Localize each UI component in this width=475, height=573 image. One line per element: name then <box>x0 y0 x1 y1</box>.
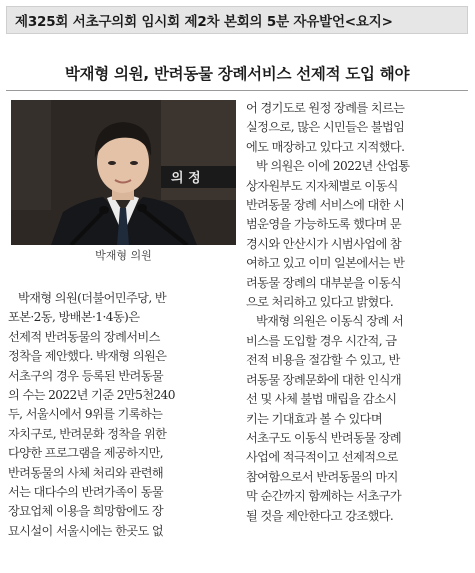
article-text-line: 의 수는 2022년 기준 2만5천240 <box>8 388 175 403</box>
article-text-line: 선 및 사체 불법 매립을 감소시 <box>246 392 397 407</box>
article-text-line: 박재형 의원은 이동식 장례 서 <box>256 314 404 329</box>
article-text-line: 려동물 장례문화에 대한 인식개 <box>246 372 402 387</box>
article-text-line: 사업에 적극적이고 선제적으로 <box>246 450 398 465</box>
header-bar <box>6 6 468 34</box>
article-text-line: 두, 서울시에서 9위를 기록하는 <box>8 407 163 422</box>
article-text-line: 상자원부도 지자체별로 이동식 <box>246 178 398 193</box>
article-text-line: 서는 대다수의 반려가족이 동물 <box>8 485 164 500</box>
article-text-line: 어 경기도로 원정 장례를 치르는 <box>246 101 405 115</box>
article-text-line: 반려동물 장례 서비스에 대한 시 <box>246 198 405 213</box>
article-text-line: 포본·2동, 방배본·1·4동)은 <box>8 310 140 325</box>
portrait-illustration <box>11 100 236 245</box>
article-text-line: 선제적 반려동물의 장례서비스 <box>8 329 160 344</box>
article-text-line: 자치구로, 반려문화 정착을 위한 <box>8 426 167 441</box>
article-text-line: 될 것을 제안한다고 강조했다. <box>246 508 394 523</box>
article-text-line: 서초구도 이동식 반려동물 장례 <box>246 430 402 445</box>
article-left-column <box>8 289 240 541</box>
article-text-line: 으로 처리하고 있다고 밝혔다. <box>246 295 394 310</box>
article-text-line: 키는 기대효과 볼 수 있다며 <box>246 411 383 426</box>
article-text-line: 박 의원은 이에 2022년 산업통 <box>256 159 410 174</box>
article-text-line: 범운영을 가능하도록 했다며 문 <box>246 217 402 232</box>
article-text-line: 막 순간까지 함께하는 서초구가 <box>246 489 402 504</box>
article-text-line: 다양한 프로그램을 제공하지만, <box>8 446 164 461</box>
councilor-photo <box>11 100 236 245</box>
article-text-line: 에도 매장하고 있다고 지적했다. <box>246 139 405 154</box>
article-text-line: 묘시설이 서울시에는 한곳도 없 <box>8 523 164 538</box>
article-right-column <box>246 99 470 526</box>
article-text-line: 전적 비용을 절감할 수 있고, 반 <box>246 353 400 368</box>
article-text-line: 서초구의 경우 등록된 반려동물 <box>8 368 164 383</box>
header-title: 제325회 서초구의회 임시회 제2차 본회의 5분 자유발언<요지> <box>15 14 393 30</box>
article-text-line: 반려동물의 사체 처리와 관련해 <box>8 465 164 480</box>
article-text-line: 박재형 의원(더불어민주당, 반 <box>18 291 167 305</box>
article-text-line: 려동물 장례의 대부분을 이동식 <box>246 275 402 290</box>
nameplate-text: 의 정 <box>171 171 201 186</box>
article-text-line: 경시와 안산시가 시범사업에 참 <box>246 236 402 251</box>
headline-divider <box>6 90 468 91</box>
article-text-line: 실정으로, 많은 시민들은 불법임 <box>246 120 405 135</box>
article-text-line: 비스를 도입할 경우 시간적, 금 <box>246 333 397 348</box>
article-text-line: 장묘업체 이용을 희망함에도 장 <box>8 504 164 519</box>
article-text-line: 여하고 있고 이미 일본에서는 반 <box>246 256 405 271</box>
article-text-line: 정착을 제안했다. 박재형 의원은 <box>8 349 167 364</box>
photo-caption: 박재형 의원 <box>95 249 152 262</box>
article-headline: 박재형 의원, 반려동물 장례서비스 선제적 도입 해야 <box>64 65 410 83</box>
article-text-line: 참여함으로서 반려동물의 마지 <box>246 469 398 484</box>
